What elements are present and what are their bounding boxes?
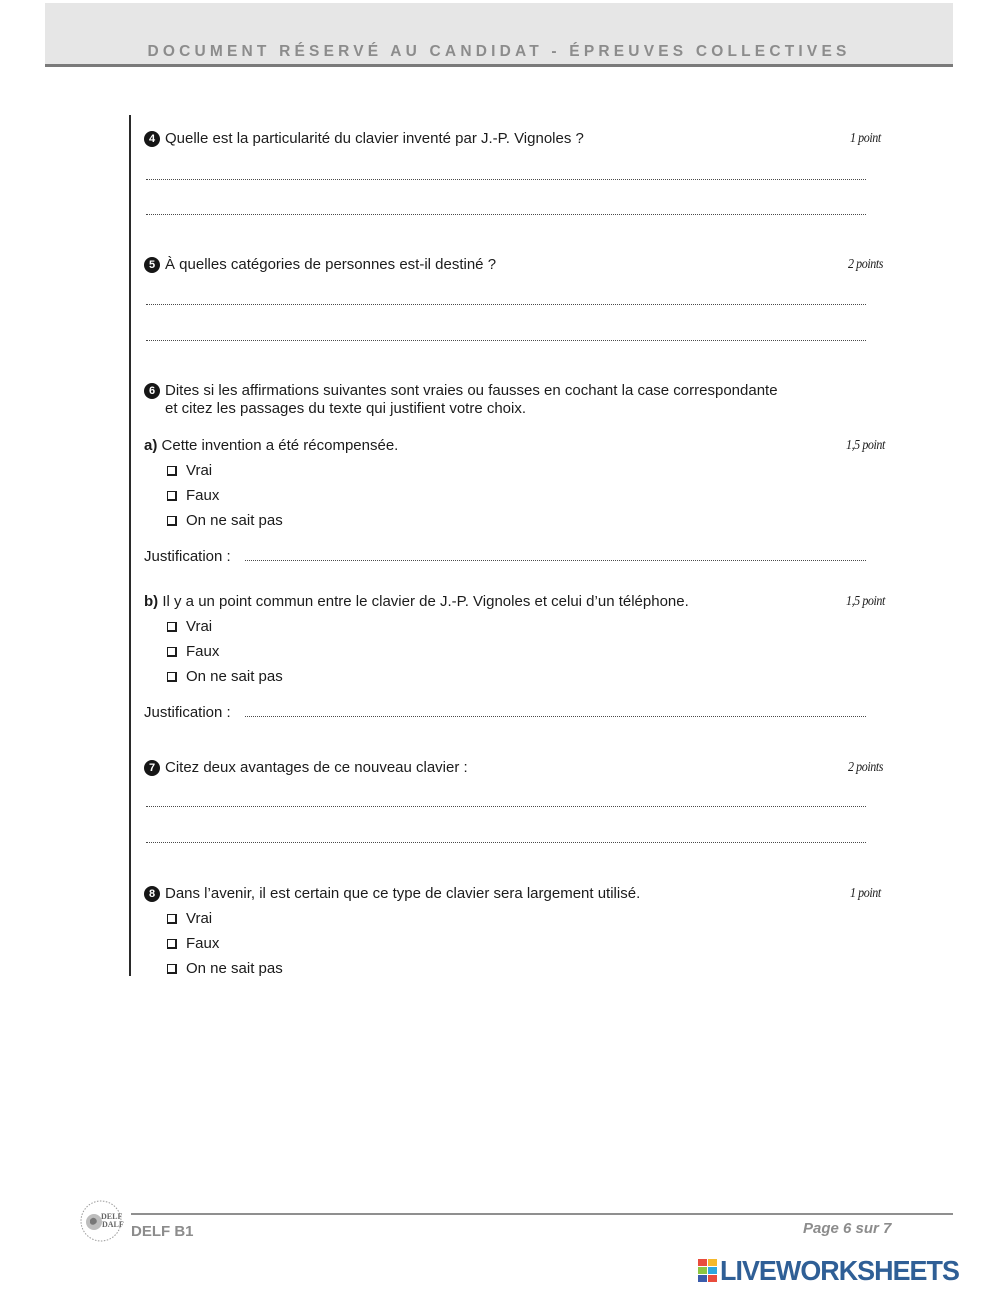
answer-line[interactable] <box>146 842 866 843</box>
question-text: Dites si les affirmations suivantes sont vraies ou fausses en cochant la case correspondante <box>165 382 778 399</box>
option-vrai[interactable] <box>167 618 212 635</box>
statement-b <box>144 593 689 610</box>
points-label: 1 point <box>850 886 881 901</box>
delf-dalf-seal-icon <box>78 1198 124 1244</box>
option-label: Vrai <box>186 910 213 927</box>
option-vrai[interactable] <box>167 462 212 479</box>
question-text: Quelle est la particularité du clavier inventé par J.-P. Vignoles ? <box>165 130 584 147</box>
justification-label: Justification : <box>144 704 231 721</box>
checkbox[interactable] <box>167 622 177 632</box>
liveworksheets-logo <box>698 1257 992 1285</box>
question-7 <box>144 759 468 776</box>
answer-line[interactable] <box>146 214 866 215</box>
question-number-badge: 5 <box>144 257 160 273</box>
liveworksheets-wordmark: LIVEWORKSHEETS <box>720 1255 959 1286</box>
checkbox[interactable] <box>167 466 177 476</box>
answer-line[interactable] <box>146 806 866 807</box>
checkbox[interactable] <box>167 491 177 501</box>
question-text-line2: et citez les passages du texte qui justifient votre choix. <box>165 400 527 417</box>
justification-line[interactable] <box>245 716 866 717</box>
statement-a <box>144 437 398 454</box>
answer-line[interactable] <box>146 179 866 180</box>
option-label: Faux <box>186 935 220 952</box>
option-faux[interactable] <box>167 487 219 504</box>
option-label: Vrai <box>186 618 213 635</box>
question-number-badge: 4 <box>144 131 160 147</box>
justification-label: Justification : <box>144 548 231 565</box>
option-on-ne-sait-pas[interactable] <box>167 960 283 977</box>
option-label: Faux <box>186 643 220 660</box>
checkbox[interactable] <box>167 647 177 657</box>
checkbox[interactable] <box>167 914 177 924</box>
option-faux[interactable] <box>167 935 219 952</box>
liveworksheets-blocks-icon <box>698 1259 718 1283</box>
question-number-badge: 6 <box>144 383 160 399</box>
footer-rule <box>131 1213 953 1215</box>
footer-exam-label: DELF B1 <box>131 1223 194 1240</box>
question-8 <box>144 885 640 902</box>
option-label: On ne sait pas <box>186 960 283 977</box>
points-label: 1 point <box>850 131 881 146</box>
points-label: 1,5 point <box>846 438 885 453</box>
checkbox[interactable] <box>167 939 177 949</box>
question-4 <box>144 130 584 147</box>
checkbox[interactable] <box>167 516 177 526</box>
option-label: Faux <box>186 487 220 504</box>
statement-text: Cette invention a été récompensée. <box>161 437 399 454</box>
page-number: Page 6 sur 7 <box>803 1220 892 1237</box>
points-label: 2 points <box>848 257 884 272</box>
option-faux[interactable] <box>167 643 219 660</box>
option-on-ne-sait-pas[interactable] <box>167 668 283 685</box>
question-text: À quelles catégories de personnes est-il destiné ? <box>165 256 497 273</box>
header-title: DOCUMENT RÉSERVÉ AU CANDIDAT - ÉPREUVES COLLECTIVES <box>147 43 851 60</box>
answer-line[interactable] <box>146 340 866 341</box>
option-label: Vrai <box>186 462 213 479</box>
option-label: On ne sait pas <box>186 668 283 685</box>
question-text: Citez deux avantages de ce nouveau clavier : <box>165 759 468 776</box>
statement-label: b) <box>144 593 159 610</box>
question-5 <box>144 256 496 273</box>
checkbox[interactable] <box>167 964 177 974</box>
answer-line[interactable] <box>146 304 866 305</box>
option-label: On ne sait pas <box>186 512 283 529</box>
option-on-ne-sait-pas[interactable] <box>167 512 283 529</box>
question-number-badge: 7 <box>144 760 160 776</box>
option-vrai[interactable] <box>167 910 212 927</box>
margin-rule <box>129 115 131 976</box>
svg-text:DELF: DELF <box>101 1212 123 1221</box>
question-number-badge: 8 <box>144 886 160 902</box>
svg-text:DALF: DALF <box>102 1220 124 1229</box>
justification-line[interactable] <box>245 560 866 561</box>
page-header <box>45 3 953 67</box>
question-6 <box>144 382 778 399</box>
question-text: Dans l’avenir, il est certain que ce type de clavier sera largement utilisé. <box>165 885 641 902</box>
statement-label: a) <box>144 437 158 454</box>
points-label: 1,5 point <box>846 594 885 609</box>
points-label: 2 points <box>848 760 884 775</box>
checkbox[interactable] <box>167 672 177 682</box>
statement-text: Il y a un point commun entre le clavier de J.-P. Vignoles et celui d’un téléphone. <box>162 593 689 610</box>
